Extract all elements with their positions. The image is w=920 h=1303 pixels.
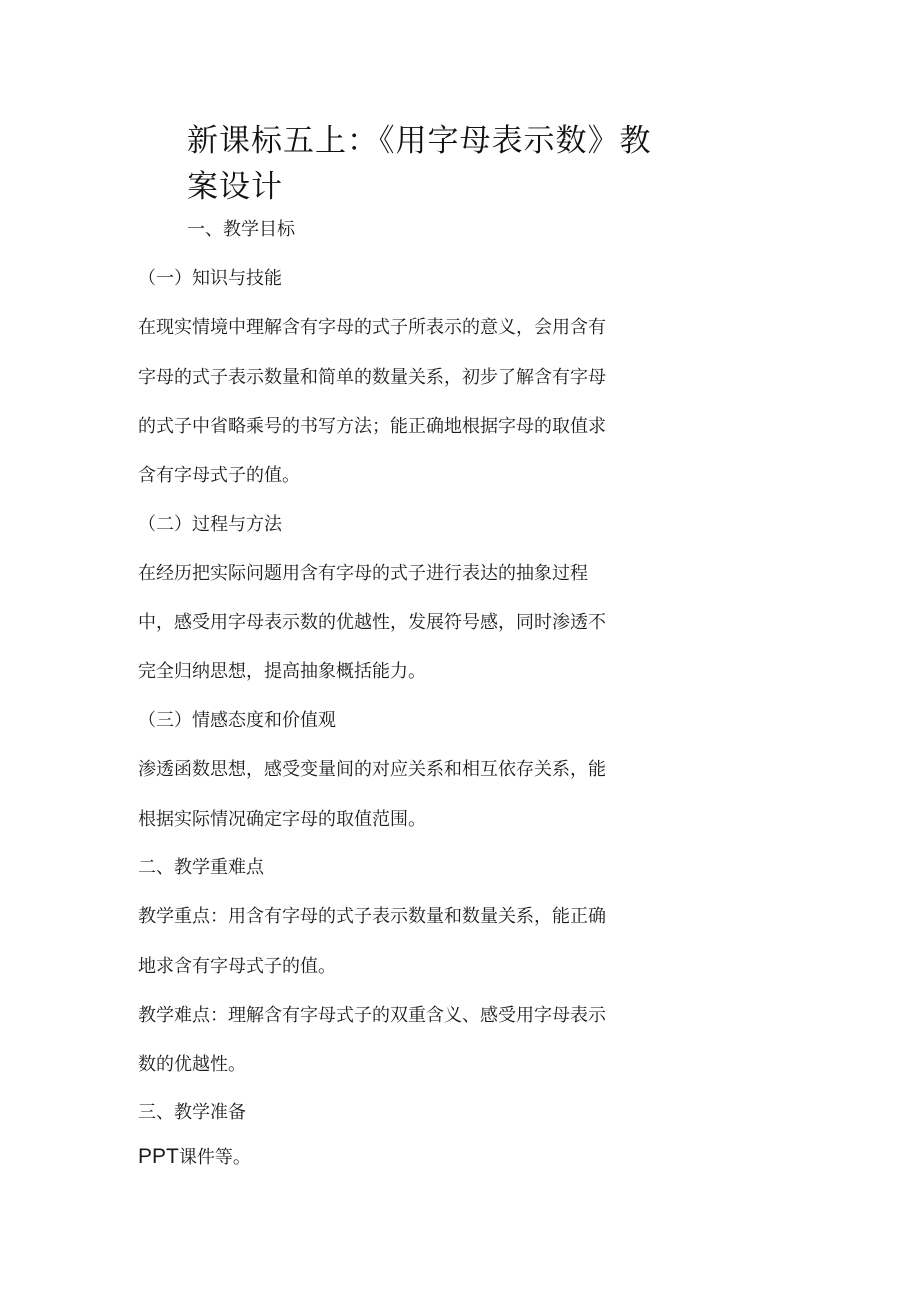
subheading-attitudes-values: （三）情感态度和价值观 — [138, 710, 336, 731]
paragraph-line: 根据实际情况确定字母的取值范围。 — [138, 809, 426, 830]
section-heading-key-points: 二、教学重难点 — [138, 857, 264, 878]
paragraph-line: 的式子中省略乘号的书写方法；能正确地根据字母的取值求 — [138, 416, 606, 437]
paragraph-line: 在经历把实际问题用含有字母的式子进行表达的抽象过程 — [138, 563, 588, 584]
document-title — [187, 118, 687, 210]
paragraph-line: 数的优越性。 — [138, 1054, 246, 1075]
paragraph-line: 教学难点：理解含有字母式子的双重含义、感受用字母表示 — [138, 1005, 606, 1026]
ppt-label: PPT — [138, 1145, 179, 1168]
subheading-process-methods: （二）过程与方法 — [138, 514, 282, 535]
preparation-text: 课件等。 — [178, 1147, 251, 1168]
section-heading-objectives: 一、教学目标 — [187, 219, 295, 240]
section-heading-preparation: 三、教学准备 — [138, 1102, 246, 1123]
paragraph-line: 字母的式子表示数量和简单的数量关系，初步了解含有字母 — [138, 367, 606, 388]
paragraph-line: 含有字母式子的值。 — [138, 465, 300, 486]
paragraph-line: 中，感受用字母表示数的优越性，发展符号感，同时渗透不 — [138, 612, 606, 633]
paragraph-line: 渗透函数思想，感受变量间的对应关系和相互依存关系，能 — [138, 759, 606, 780]
paragraph-line: 在现实情境中理解含有字母的式子所表示的意义，会用含有 — [138, 317, 606, 338]
paragraph-line: 教学重点：用含有字母的式子表示数量和数量关系，能正确 — [138, 906, 606, 927]
title-line-2: 案设计 — [187, 169, 283, 205]
subheading-knowledge-skills: （一）知识与技能 — [138, 268, 282, 289]
paragraph-line: 完全归纳思想，提高抽象概括能力。 — [138, 661, 426, 682]
title-line-1: 新课标五上：《用字母表示数》教 — [187, 123, 652, 159]
paragraph-line: 地求含有字母式子的值。 — [138, 956, 336, 977]
preparation-line — [138, 1145, 251, 1170]
